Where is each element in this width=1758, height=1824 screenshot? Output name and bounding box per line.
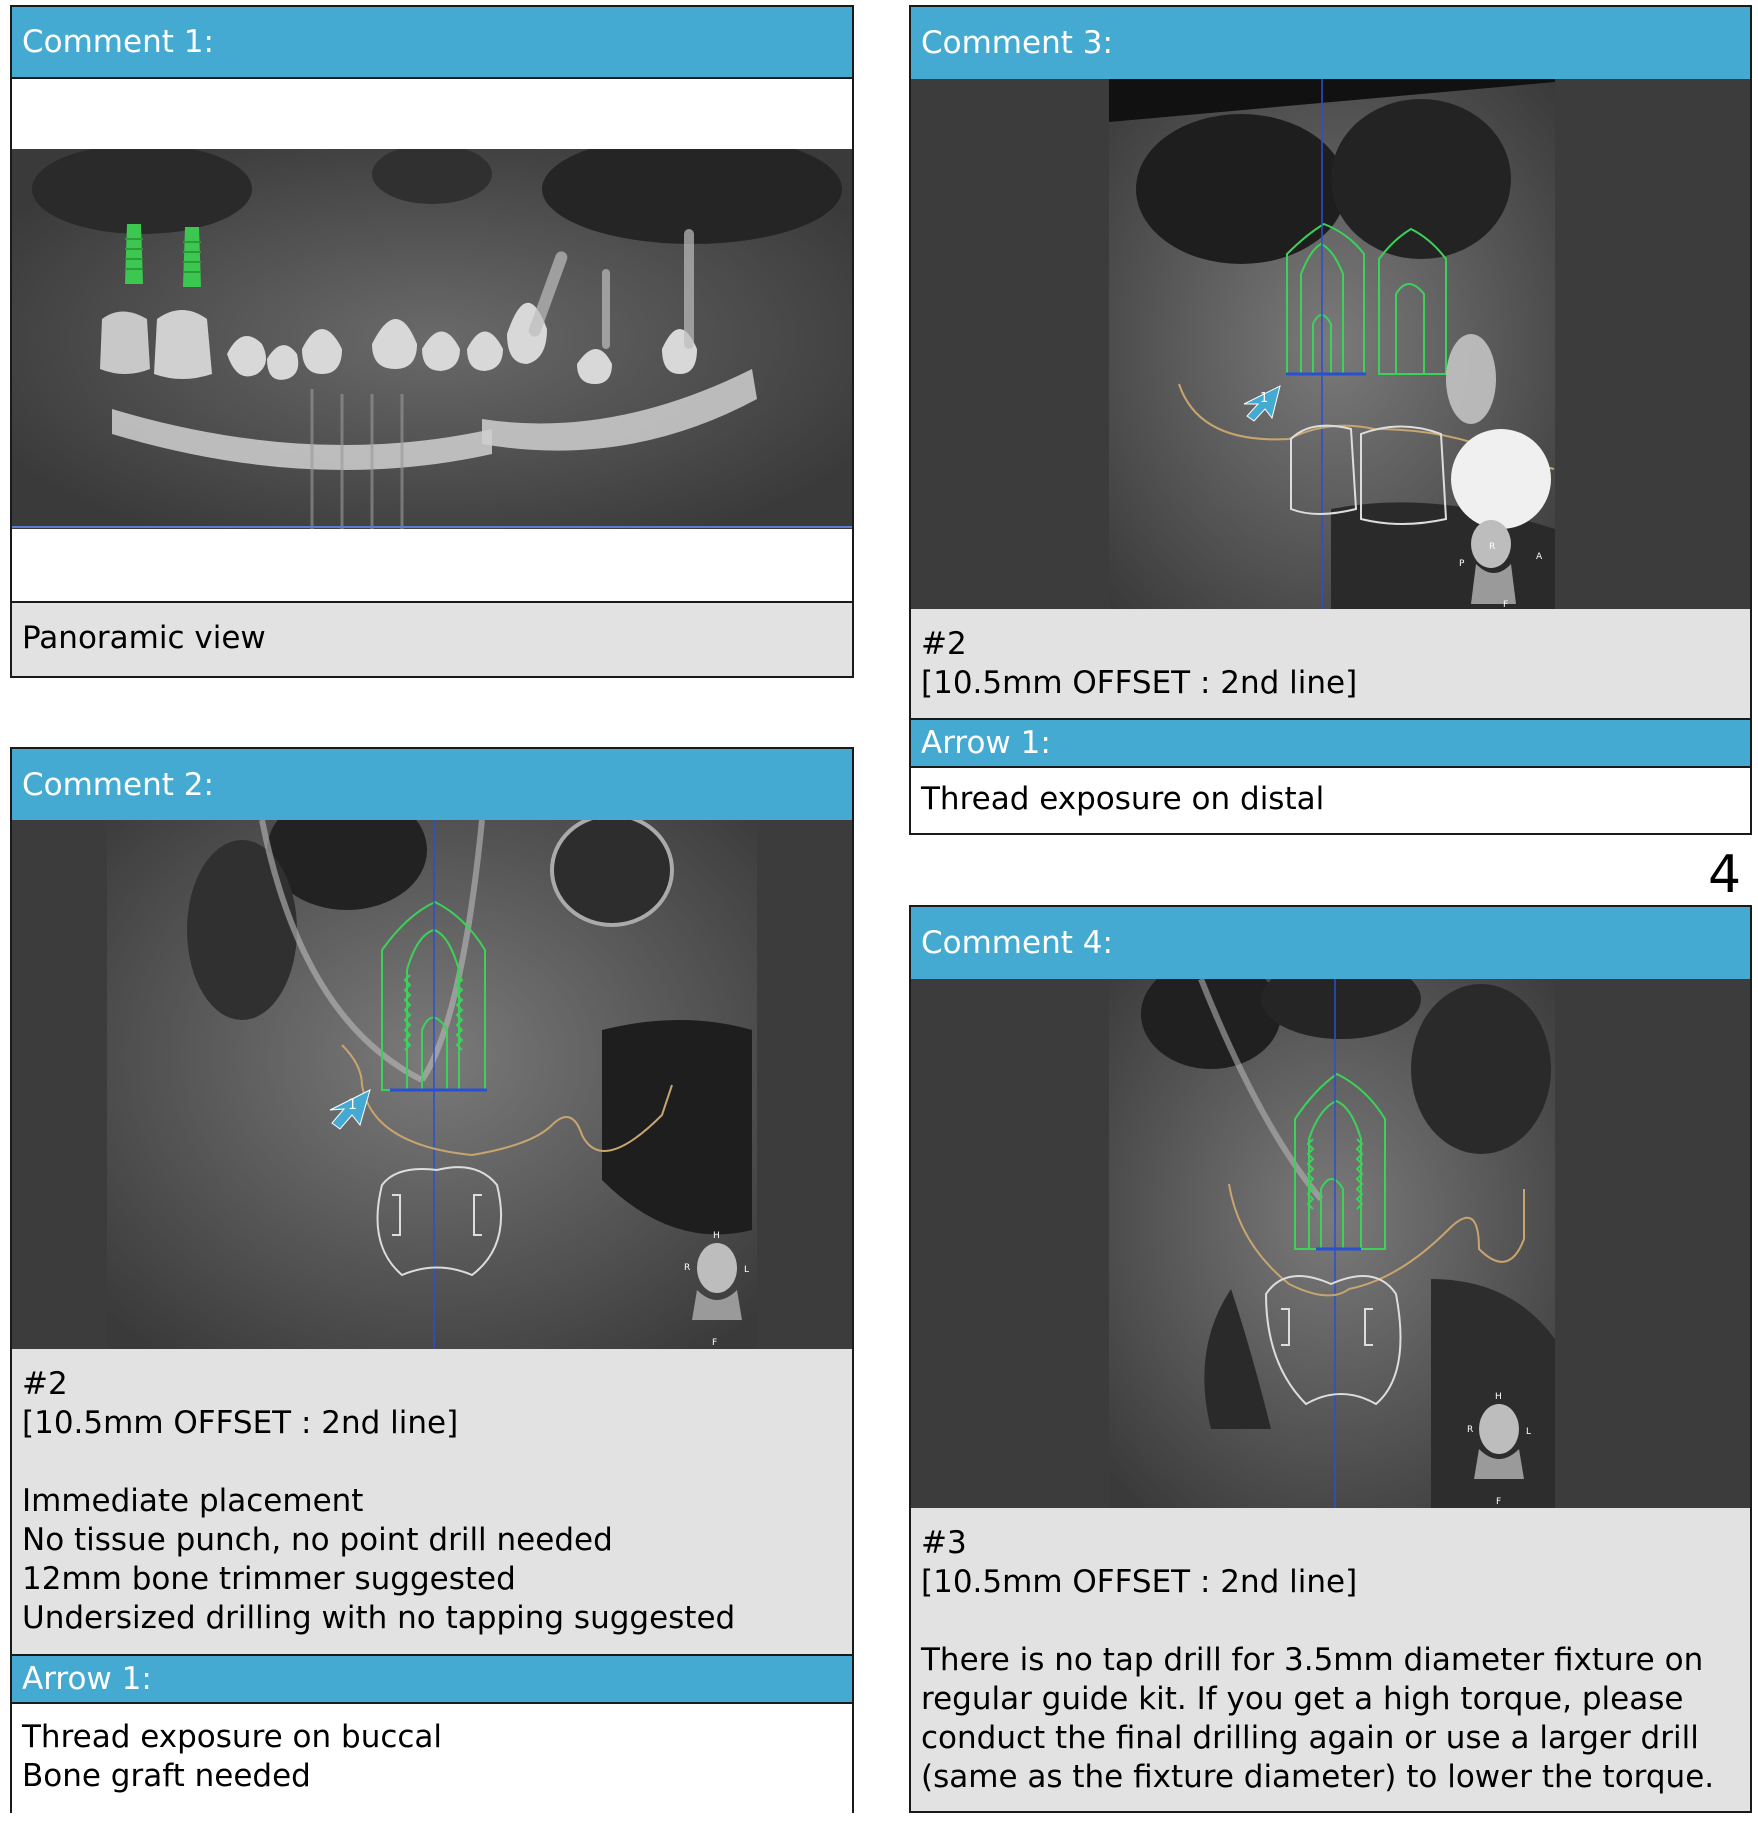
svg-text:F: F bbox=[712, 1338, 718, 1348]
svg-text:A: A bbox=[1536, 552, 1543, 562]
svg-text:1: 1 bbox=[1260, 391, 1269, 406]
comment-2-arrow-note: Thread exposure on buccal bbox=[22, 1719, 443, 1755]
comment-2-desc-line: Undersized drilling with no tapping suggested bbox=[22, 1600, 736, 1636]
comment-3-header bbox=[911, 7, 1750, 79]
comment-2-arrow-note: Bone graft needed bbox=[22, 1758, 311, 1794]
comment-1-caption-box bbox=[12, 603, 852, 676]
comment-4-panel bbox=[909, 905, 1752, 1813]
comment-3-arrow-header bbox=[911, 718, 1750, 766]
panoramic-xray-image bbox=[12, 149, 852, 529]
panoramic-top-spacer bbox=[12, 79, 852, 149]
comment-1-header-label: Comment 1: bbox=[22, 24, 214, 60]
comment-3-ct-image bbox=[911, 79, 1750, 609]
comment-1-panel bbox=[10, 5, 854, 678]
comment-2-arrow-header-label: Arrow 1: bbox=[22, 1661, 152, 1697]
comment-4-header-label: Comment 4: bbox=[921, 925, 1113, 961]
svg-text:H: H bbox=[713, 1231, 720, 1241]
comment-1-header bbox=[12, 7, 852, 79]
svg-text:R: R bbox=[684, 1263, 691, 1273]
comment-2-desc-line: No tissue punch, no point drill needed bbox=[22, 1522, 613, 1558]
comment-2-desc-line: #2 bbox=[22, 1366, 68, 1402]
comment-3-description bbox=[911, 609, 1750, 718]
svg-text:F: F bbox=[1496, 1497, 1502, 1507]
comment-3-header-label: Comment 3: bbox=[921, 25, 1113, 61]
comment-2-desc-line: [10.5mm OFFSET : 2nd line] bbox=[22, 1405, 459, 1441]
panoramic-bottom-spacer bbox=[12, 529, 852, 603]
comment-4-desc-line: conduct the final drilling again or use a larger drill bbox=[921, 1720, 1699, 1756]
comment-2-desc-line bbox=[22, 1443, 842, 1482]
comment-4-ct-image bbox=[911, 979, 1750, 1508]
svg-text:R: R bbox=[1489, 542, 1496, 552]
comment-3-desc-line: [10.5mm OFFSET : 2nd line] bbox=[921, 665, 1358, 701]
comment-4-desc-line: #3 bbox=[921, 1525, 967, 1561]
svg-text:1: 1 bbox=[348, 1097, 357, 1113]
comment-2-arrow-header bbox=[12, 1654, 852, 1702]
comment-2-header-label: Comment 2: bbox=[22, 766, 214, 803]
svg-text:H: H bbox=[1495, 1392, 1502, 1402]
comment-2-panel bbox=[10, 747, 854, 1813]
comment-3-arrow-note: Thread exposure on distal bbox=[921, 781, 1325, 817]
comment-2-desc-line: Immediate placement bbox=[22, 1483, 364, 1519]
comment-4-desc-line: regular guide kit. If you get a high torque, please bbox=[921, 1681, 1684, 1717]
page-number: 4 bbox=[1708, 845, 1742, 905]
comment-3-desc-line: #2 bbox=[921, 626, 967, 662]
comment-1-caption: Panoramic view bbox=[22, 620, 266, 656]
comment-4-description bbox=[911, 1508, 1750, 1811]
comment-4-desc-line: There is no tap drill for 3.5mm diameter fixture on bbox=[921, 1642, 1704, 1678]
comment-3-arrow-header-label: Arrow 1: bbox=[921, 725, 1051, 761]
comment-2-header bbox=[12, 749, 852, 820]
svg-text:P: P bbox=[1459, 559, 1465, 569]
comment-4-desc-line: (same as the fixture diameter) to lower the torque. bbox=[921, 1759, 1715, 1795]
comment-4-desc-line: [10.5mm OFFSET : 2nd line] bbox=[921, 1564, 1358, 1600]
comment-4-header bbox=[911, 907, 1750, 979]
comment-4-desc-line bbox=[921, 1602, 1740, 1641]
comment-3-panel bbox=[909, 5, 1752, 835]
svg-text:F: F bbox=[1503, 600, 1509, 609]
svg-text:L: L bbox=[1526, 1427, 1532, 1437]
svg-text:R: R bbox=[1467, 1425, 1474, 1435]
comment-2-arrow-notes bbox=[12, 1702, 852, 1813]
comment-2-description bbox=[12, 1349, 852, 1654]
comment-2-desc-line: 12mm bone trimmer suggested bbox=[22, 1561, 516, 1597]
svg-text:L: L bbox=[744, 1265, 750, 1275]
comment-2-ct-image bbox=[12, 820, 852, 1349]
comment-3-arrow-notes bbox=[911, 766, 1750, 833]
